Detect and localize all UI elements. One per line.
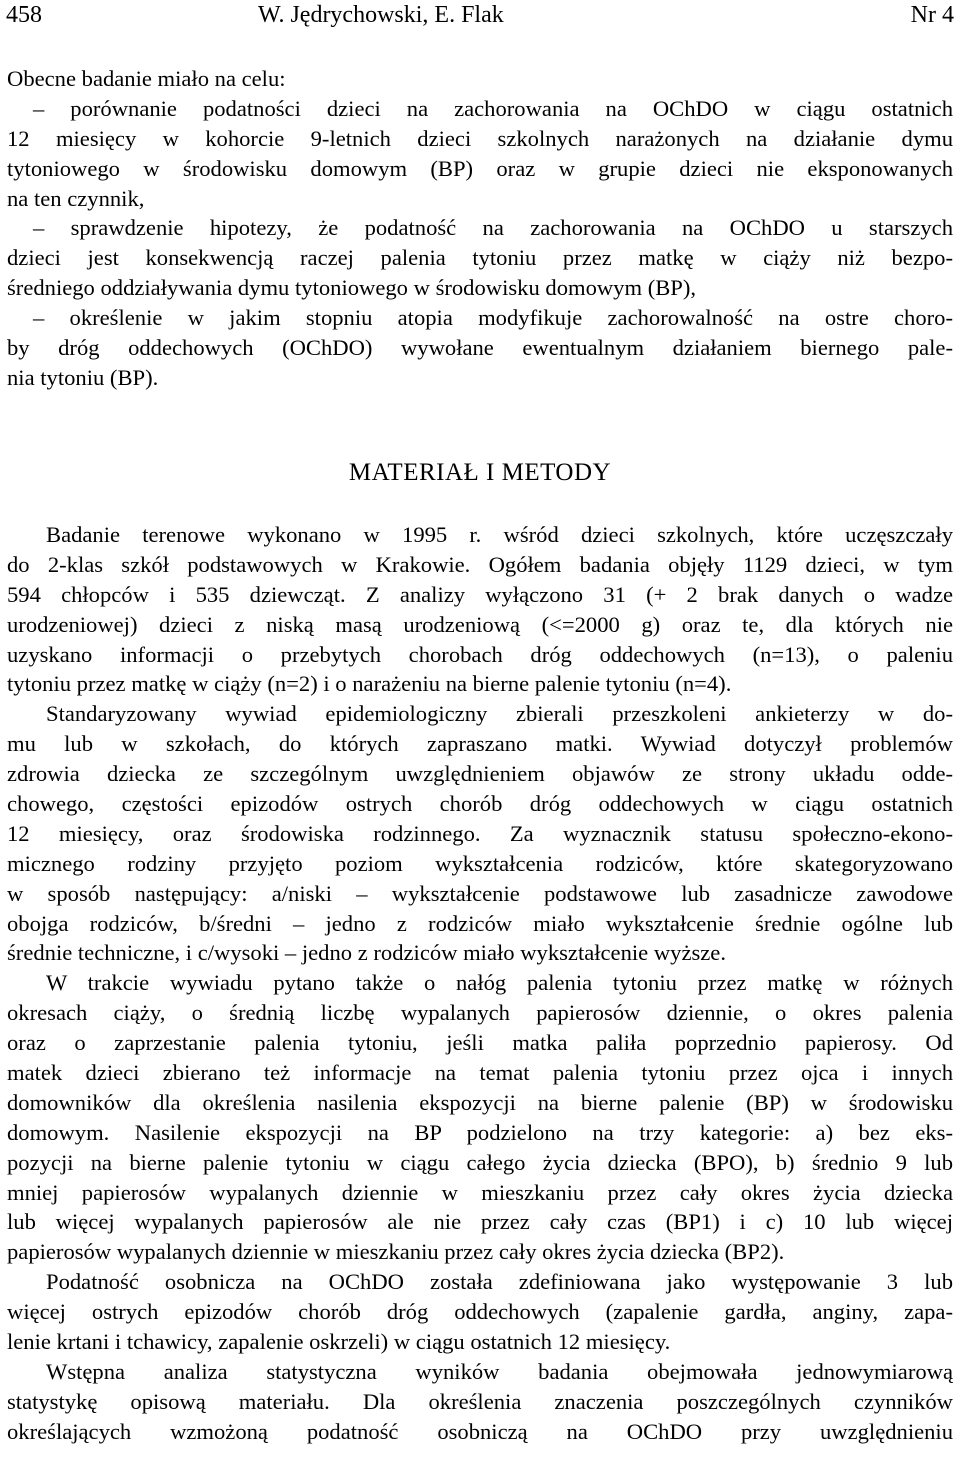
methods-line: 594 chłopców i 535 dziewcząt. Z analizy wyłączono 31 (+ 2 brak danych o wadze <box>7 581 953 607</box>
methods-line: określających wzmożoną podatność osobniczą na OChDO przy uwzględnieniu <box>7 1418 953 1444</box>
running-header <box>6 2 954 32</box>
intro-block <box>7 64 953 393</box>
methods-line: oraz o zaprzestanie palenia tytoniu, jeśli matka paliła poprzednio papierosy. Od <box>7 1030 953 1056</box>
issue-number: Nr 4 <box>910 2 954 28</box>
methods-line: zdrowia dziecka ze szczególnym uwzględnieniem objawów ze strony układu odde- <box>7 761 953 787</box>
methods-line: Standaryzowany wywiad epidemiologiczny zbierali przeszkoleni ankieterzy w do- <box>46 701 953 727</box>
methods-line: Podatność osobnicza na OChDO została zdefiniowana jako występowanie 3 lub <box>46 1269 953 1295</box>
intro-line: by dróg oddechowych (OChDO) wywołane ewentualnym działaniem biernego pale- <box>7 335 953 361</box>
methods-line: do 2-klas szkół podstawowych w Krakowie. Ogółem badania objęły 1129 dzieci, w tym <box>7 551 953 577</box>
methods-line: Wstępna analiza statystyczna wyników badania obejmowała jednowymiarową <box>46 1358 953 1384</box>
intro-line: na ten czynnik, <box>7 185 145 211</box>
intro-line: 12 miesięcy w kohorcie 9-letnich dzieci szkolnych narażonych na działanie dymu <box>7 125 953 151</box>
methods-line: mniej papierosów wypalanych dziennie w mieszkaniu przez cały okres życia dziecka <box>7 1179 953 1205</box>
intro-line: tytoniowego w środowisku domowym (BP) oraz w grupie dzieci nie eksponowanych <box>7 155 953 181</box>
methods-line: 12 miesięcy, oraz środowiska rodzinnego. Za wyznacznik statusu społeczno-ekono- <box>7 820 953 846</box>
methods-line: pozycji na bierne palenie tytoniu w ciągu całego życia dziecka (BPO), b) średnio 9 lub <box>7 1149 953 1175</box>
methods-line: mu lub w szkołach, do których zapraszano matki. Wywiad dotyczył problemów <box>7 731 953 757</box>
methods-line: okresach ciąży, o średnią liczbę wypalanych papierosów dziennie, o okres palenia <box>7 1000 953 1026</box>
methods-line: chowego, częstości epizodów ostrych chorób dróg oddechowych w ciągu ostatnich <box>7 791 953 817</box>
page-number: 458 <box>6 2 42 28</box>
methods-line: więcej ostrych epizodów chorób dróg oddechowych (zapalenie gardła, anginy, zapa- <box>7 1299 953 1325</box>
methods-line: micznego rodziny przyjęto poziom wykształcenia rodziców, które skategoryzowano <box>7 850 953 876</box>
methods-line: lub więcej wypalanych papierosów ale nie przez cały czas (BP1) i c) 10 lub więcej <box>7 1209 953 1235</box>
intro-line: Obecne badanie miało na celu: <box>7 66 286 91</box>
methods-line: w sposób następujący: a/niski – wykształcenie podstawowe lub zasadnicze zawodowe <box>7 880 953 906</box>
intro-line: – sprawdzenie hipotezy, że podatność na zachorowania na OChDO u starszych <box>33 215 953 241</box>
methods-block <box>7 520 953 1447</box>
intro-line: – określenie w jakim stopniu atopia modyfikuje zachorowalność na ostre choro- <box>33 305 953 331</box>
methods-line: W trakcie wywiadu pytano także o nałóg palenia tytoniu przez matkę w różnych <box>46 970 953 996</box>
section-heading: MATERIAŁ I METODY <box>348 459 612 486</box>
methods-line: statystykę opisową materiału. Dla określenia znaczenia poszczególnych czynników <box>7 1388 953 1414</box>
methods-line: Badanie terenowe wykonano w 1995 r. wśród dzieci szkolnych, które uczęszczały <box>46 522 953 547</box>
intro-line: – porównanie podatności dzieci na zachorowania na OChDO w ciągu ostatnich <box>33 95 953 121</box>
methods-line: domowym. Nasilenie ekspozycji na BP podzielono na trzy kategorie: a) bez eks- <box>7 1119 953 1145</box>
methods-line: urodzeniowej) dzieci z niską masą urodzeniową (<=2000 g) oraz te, dla których nie <box>7 611 953 637</box>
methods-line: obojga rodziców, b/średni – jedno z rodziców miało wykształcenie średnie ogólne lub <box>7 910 953 936</box>
methods-line: matek dzieci zbierano też informacje na temat palenia tytoniu przez ojca i innych <box>7 1060 953 1086</box>
methods-line: uzyskano informacji o przebytych chorobach dróg oddechowych (n=13), o paleniu <box>7 641 953 667</box>
methods-line: średnie techniczne, i c/wysoki – jedno z rodziców miało wykształcenie wyższe. <box>7 940 726 966</box>
running-head-authors: W. Jędrychowski, E. Flak <box>258 2 504 28</box>
methods-line: tytoniu przez matkę w ciąży (n=2) i o narażeniu na bierne palenie tytoniu (n=4). <box>7 671 732 697</box>
methods-line: domowników dla określenia nasilenia ekspozycji na bierne palenie (BP) w środowisku <box>7 1089 953 1115</box>
intro-line: dzieci jest konsekwencją raczej palenia tytoniu przez matkę w ciąży niż bezpo- <box>7 245 953 271</box>
methods-line: papierosów wypalanych dziennie w mieszkaniu przez cały okres życia dziecka (BP2). <box>7 1239 785 1265</box>
intro-line: średniego oddziaływania dymu tytoniowego w środowisku domowym (BP), <box>7 275 697 301</box>
methods-line: lenie krtani i tchawicy, zapalenie oskrzeli) w ciągu ostatnich 12 miesięcy. <box>7 1329 671 1355</box>
intro-line: nia tytoniu (BP). <box>7 364 159 390</box>
